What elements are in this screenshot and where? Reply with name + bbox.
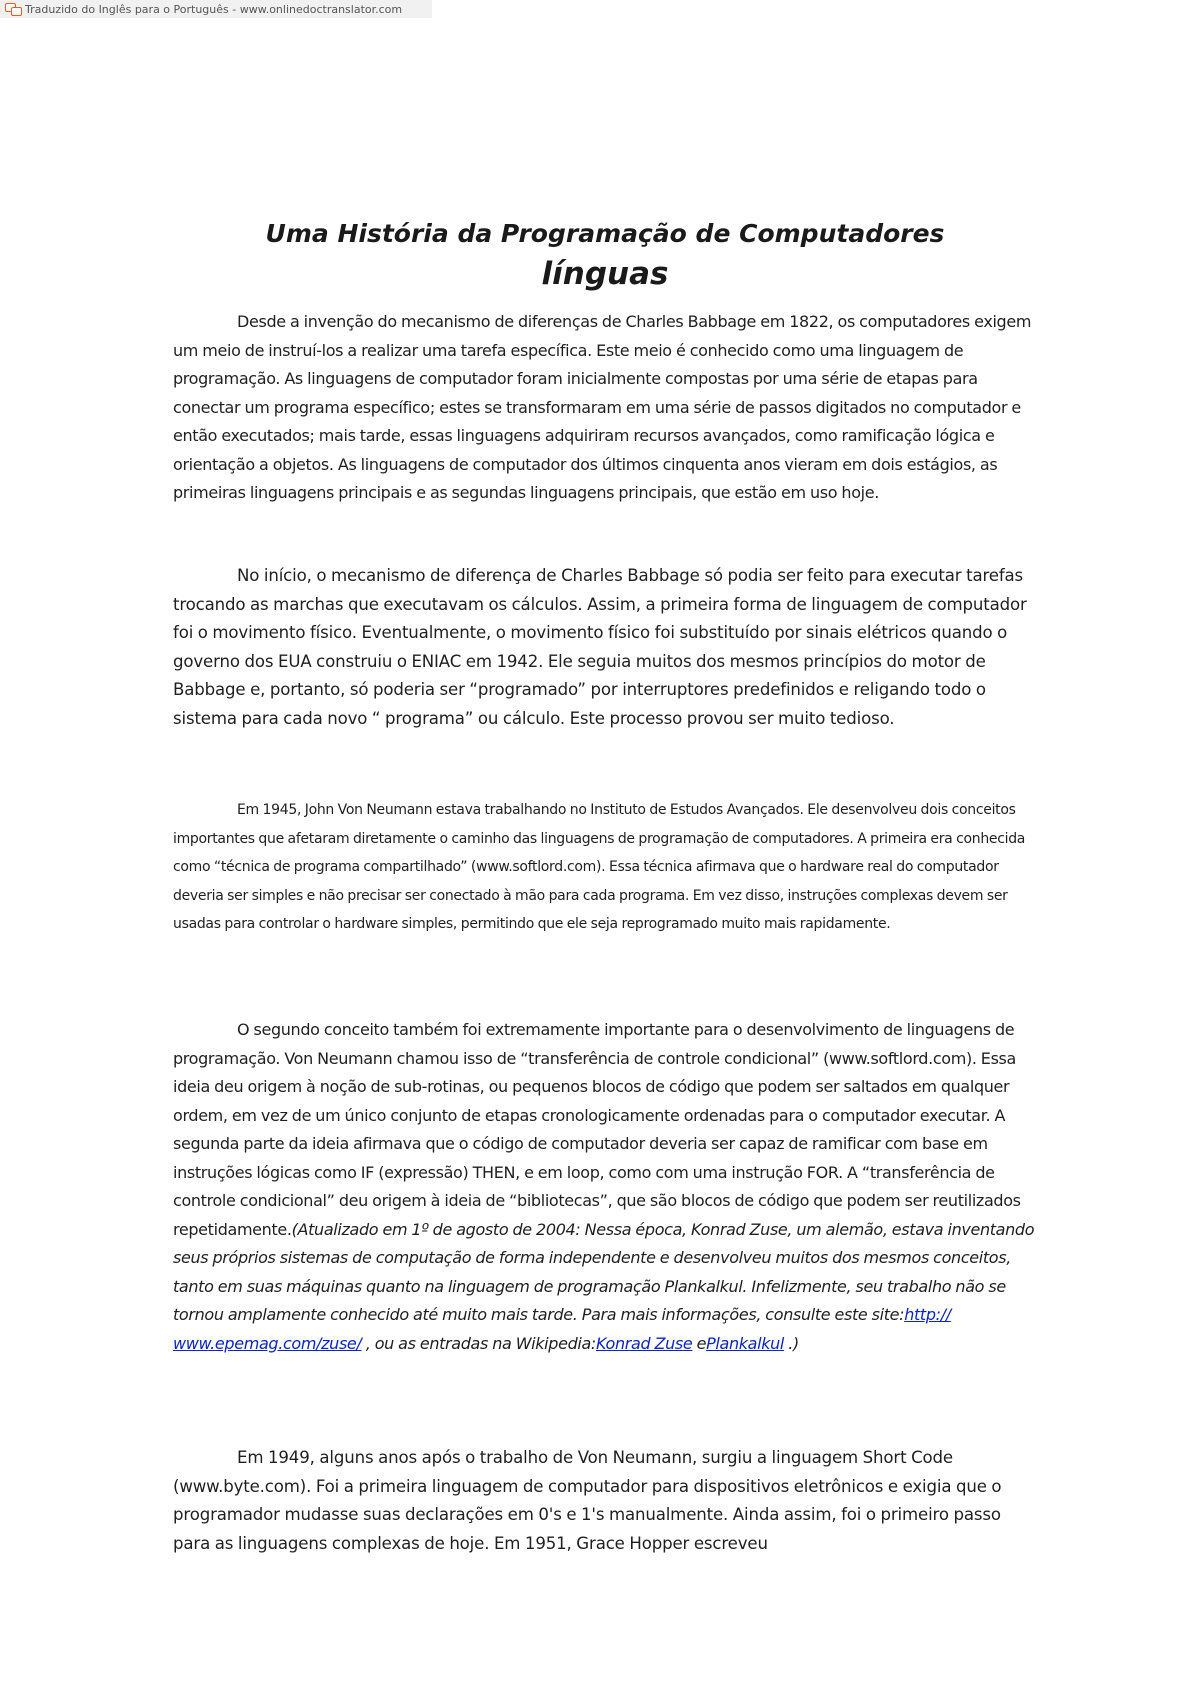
paragraph-1: Desde a invenção do mecanismo de diferenças de Charles Babbage em 1822, os computadores exigem um meio de instruí-los a realizar uma tarefa específica. Este meio é conhecido como uma linguagem de programação. As linguagens de computador foram inicialmente compostas por uma série de etapas para conectar um programa específico; estes se transformaram em uma série de passos digitados no computador e então executados; mais tarde, essas linguagens adquiriram recursos avançados, como ramificação lógica e orientação a objetos. As linguagens de computador dos últimos cinquenta anos vieram em dois estágios, as primeiras linguagens principais e as segundas linguagens principais, que estão em uso hoje.: [173, 312, 1032, 502]
zuse-site-link[interactable]: http:// www.epemag.com/zuse/: [173, 1305, 951, 1353]
paragraph-3: Em 1945, John Von Neumann estava trabalhando no Instituto de Estudos Avançados. Ele desenvolveu dois conceitos importantes que afetaram diretamente o caminho das linguagens de programação de computadores. A primeira era conhecida como “técnica de programa compartilhado” (www.softlord.com). Essa técnica afirmava que o hardware real do computador deveria ser simples e não precisar ser conectado à mão para cada programa. Em vez disso, instruções complexas devem ser usadas para controlar o hardware simples, permitindo que ele seja reprogramado muito mais rapidamente.: [173, 802, 1026, 932]
and-word: e: [692, 1333, 707, 1353]
translate-icon: [5, 3, 21, 15]
plankalkul-link[interactable]: Plankalkul: [706, 1333, 785, 1353]
update-note: (Atualizado em 1º de agosto de 2004: Nessa época, Konrad Zuse, um alemão, estava inventando seus próprios sistemas de computação de forma independente e desenvolveu muitos dos mesmos conceitos, tanto em suas máquinas quanto na linguagem de programação Plankalkul. Infelizmente, seu trabalho não se tornou amplamente conhecido até muito mais tarde. Para mais informações, consulte este site:: [173, 1219, 1035, 1324]
konrad-zuse-link[interactable]: Konrad Zuse: [595, 1333, 693, 1353]
title-line-1: Uma História da Programação de Computadores: [265, 219, 945, 249]
paragraph-4-text: O segundo conceito também foi extremamente importante para o desenvolvimento de linguagens de programação. Von Neumann chamou isso de “transferência de controle condicional” (www.softlord.com). Essa ideia deu origem à noção de sub-rotinas, ou pequenos blocos de código que podem ser saltados em qualquer ordem, em vez de um único conjunto de etapas cronologicamente ordenadas para o computador executar. A segunda parte da ideia afirmava que o código de computador deveria ser capaz de ramificar com base em instruções lógicas como IF (expressão) THEN, e em loop, como com uma instrução FOR. A “transferência de controle condicional” deu origem à ideia de “bibliotecas”, que são blocos de código que podem ser reutilizados repetidamente.: [173, 1020, 1021, 1239]
wikipedia-note: , ou as entradas na Wikipedia:: [361, 1333, 596, 1353]
document-title: [0, 217, 1200, 294]
paragraph-5: Em 1949, alguns anos após o trabalho de Von Neumann, surgiu a linguagem Short Code (www.byte.com). Foi a primeira linguagem de computador para dispositivos eletrônicos e exigia que o programador mudasse suas declarações em 0's e 1's manualmente. Ainda assim, foi o primeiro passo para as linguagens complexas de hoje. Em 1951, Grace Hopper escreveu: [173, 1448, 1002, 1553]
paragraph-2: No início, o mecanismo de diferença de Charles Babbage só podia ser feito para executar tarefas trocando as marchas que executavam os cálculos. Assim, a primeira forma de linguagem de computador foi o movimento físico. Eventualmente, o movimento físico foi substituído por sinais elétricos quando o governo dos EUA construiu o ENIAC em 1942. Ele seguia muitos dos mesmos princípios do motor de Babbage e, portanto, só poderia ser “programado” por interruptores predefinidos e religando todo o sistema para cada novo “ programa” ou cálculo. Este processo provou ser muito tedioso.: [173, 566, 1027, 728]
translator-link[interactable]: Traduzido do Inglês para o Português - www.onlinedoctranslator.com: [25, 2, 403, 16]
translation-banner: [0, 0, 432, 18]
note-end: .): [784, 1333, 799, 1353]
title-line-2: línguas: [541, 256, 669, 293]
paragraph-4: [173, 1016, 1041, 1358]
